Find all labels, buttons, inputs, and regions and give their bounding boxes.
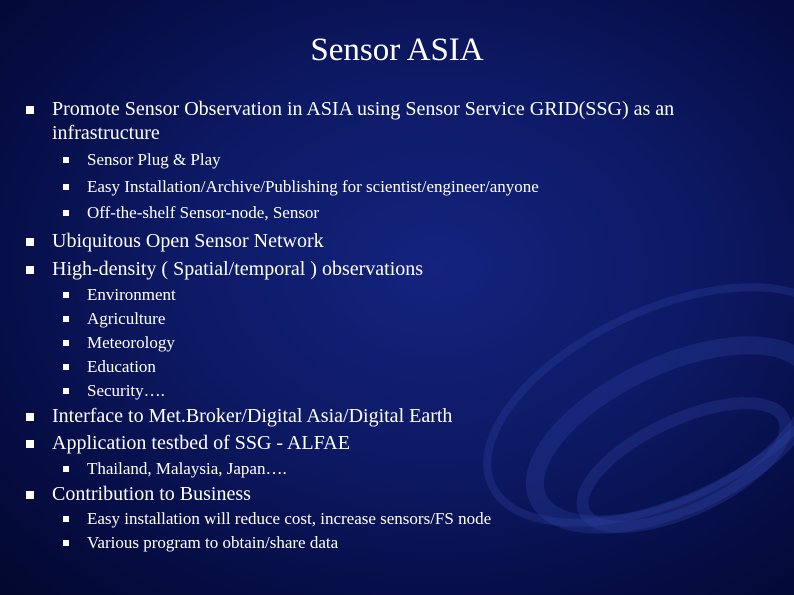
sub-bullet-item bbox=[63, 307, 165, 331]
bullet-text: Contribution to Business bbox=[52, 483, 251, 505]
bullet-text: Ubiquitous Open Sensor Network bbox=[52, 230, 324, 252]
sub-bullet-item bbox=[63, 148, 221, 172]
sub-bullet-item bbox=[63, 175, 539, 199]
bullet-marker bbox=[63, 364, 69, 370]
sub-bullet-item bbox=[63, 531, 338, 555]
bullet-item bbox=[26, 404, 452, 428]
bullet-marker bbox=[63, 316, 69, 322]
bullet-text: Security…. bbox=[87, 381, 165, 400]
bullet-text: Meteorology bbox=[87, 333, 175, 352]
bullet-marker bbox=[26, 440, 34, 448]
bullet-marker bbox=[63, 516, 69, 522]
bullet-marker bbox=[26, 491, 34, 499]
bullet-text: Interface to Met.Broker/Digital Asia/Digital Earth bbox=[52, 405, 453, 427]
bullet-marker bbox=[63, 388, 69, 394]
bullet-item bbox=[26, 97, 782, 145]
bullet-text: Education bbox=[87, 357, 156, 376]
bullet-marker bbox=[63, 184, 69, 190]
bullet-marker bbox=[63, 157, 69, 163]
bullet-marker bbox=[63, 210, 69, 216]
bullet-text: Sensor Plug & Play bbox=[87, 150, 221, 169]
sub-bullet-item bbox=[63, 379, 165, 403]
bullet-text: Promote Sensor Observation in ASIA using Sensor Service GRID(SSG) as an infrastructure bbox=[52, 98, 675, 144]
bullet-text: High-density ( Spatial/temporal ) observations bbox=[52, 258, 424, 280]
bullet-text: Easy Installation/Archive/Publishing for scientist/engineer/anyone bbox=[87, 177, 539, 196]
bullet-marker bbox=[26, 106, 34, 114]
bullet-marker bbox=[26, 238, 34, 246]
bullet-text: Agriculture bbox=[87, 309, 166, 328]
bullet-item bbox=[26, 229, 324, 253]
bullet-marker bbox=[63, 340, 69, 346]
bullet-text: Thailand, Malaysia, Japan…. bbox=[87, 459, 287, 478]
bullet-item bbox=[26, 257, 423, 281]
bullet-text: Various program to obtain/share data bbox=[87, 533, 339, 552]
sub-bullet-item bbox=[63, 457, 287, 481]
sub-bullet-item bbox=[63, 331, 175, 355]
bullet-marker bbox=[63, 466, 69, 472]
bullet-item bbox=[26, 482, 251, 506]
bullet-text: Off-the-shelf Sensor-node, Sensor bbox=[87, 203, 320, 222]
sub-bullet-item bbox=[63, 507, 491, 531]
bullet-text: Application testbed of SSG - ALFAE bbox=[52, 432, 350, 454]
bullet-marker bbox=[63, 292, 69, 298]
sub-bullet-item bbox=[63, 201, 319, 225]
sub-bullet-item bbox=[63, 283, 176, 307]
sub-bullet-item bbox=[63, 355, 156, 379]
bullet-item bbox=[26, 431, 350, 455]
bullet-text: Easy installation will reduce cost, increase sensors/FS node bbox=[87, 509, 492, 528]
bullet-marker bbox=[26, 413, 34, 421]
slide-title: Sensor ASIA bbox=[310, 32, 484, 68]
bullet-text: Environment bbox=[87, 285, 176, 304]
bullet-marker bbox=[26, 266, 34, 274]
bullet-marker bbox=[63, 540, 69, 546]
